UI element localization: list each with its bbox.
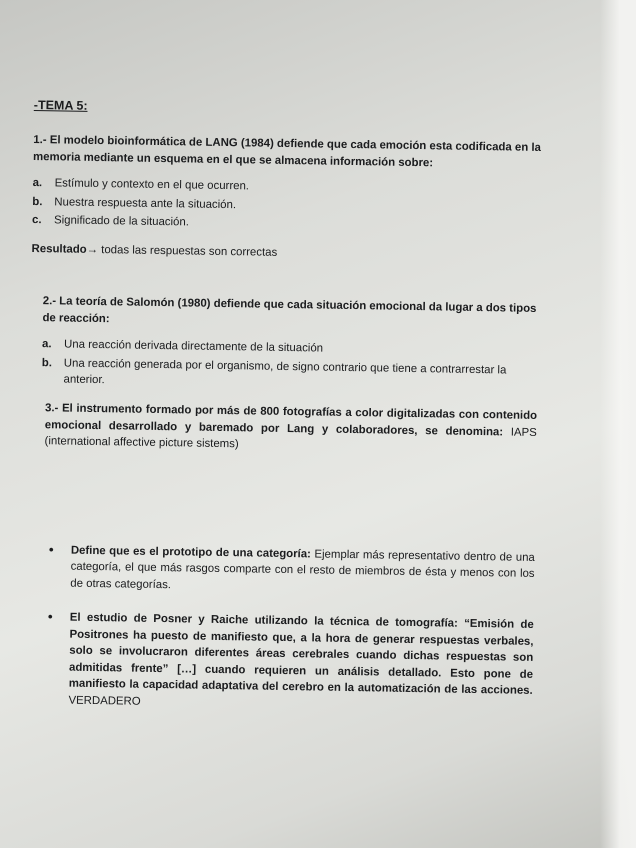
bullet-text <box>68 610 534 716</box>
bullet-dot-icon: • <box>47 608 53 625</box>
bullet-plain-text: Ejemplar más representativo dentro de una categoría, el que más rasgos comparte con el resto de miembros de ésta y menos con los de otras categorías. <box>70 548 535 591</box>
question-2-options <box>41 337 538 396</box>
option-label: b. <box>32 195 43 208</box>
question-3-statement: 3.- El instrumento formado por más de 800 fotografías a color digitalizadas con contenido emocional desarrollado y baremado por Lang y colaboradores, se denomina: <box>44 402 538 438</box>
question-1 <box>31 132 541 265</box>
option-text: Significado de la situación. <box>53 214 189 229</box>
question-3-answer: IAPS (international affective picture sistems) <box>44 426 537 451</box>
question-2-text: 2.- La teoría de Salomón (1980) defiende que cada situación emocional da lugar a dos tipos de reacción: <box>42 295 537 326</box>
arrow-icon: → <box>86 243 99 256</box>
question-3 <box>44 400 537 457</box>
result-label: Resultado <box>31 242 87 256</box>
result-text: todas las respuestas son correctas <box>101 243 278 259</box>
bullet-item <box>48 542 535 599</box>
bullet-bold-text: El estudio de Posner y Raiche utilizando la técnica de tomografía: “Emisión de Positrones ha puesto de manifiesto que, a la hora de generar respuestas verbales, solo se involucraron diferentes áreas cerebrales cuando dichas respuestas son admitidas frente” […] cuando requieren un análisis detallado. Esto pone de manifiesto la capacidad adaptativa del cerebro en la automatización de las acciones. <box>68 611 534 698</box>
question-1-text: 1.- El modelo bioinformática de LANG (1984) defiende que cada emoción esta codificada en la memoria mediante un esquema en el que se almacena información sobre: <box>32 134 541 169</box>
bullet-plain-text: VERDADERO <box>68 694 141 708</box>
paper-edge-shadow <box>600 0 636 848</box>
option-label: c. <box>31 214 42 227</box>
option-text: Una reacción derivada directamente de la situación <box>64 338 324 355</box>
bullet-bold-text: Define que es el prototipo de una categoría: <box>70 544 311 560</box>
option-label: a. <box>32 177 43 190</box>
question-3-text <box>44 400 537 457</box>
bullet-item <box>46 609 533 716</box>
question-1-result <box>31 241 539 266</box>
option-text: Estímulo y contexto en el que ocurren. <box>54 177 250 193</box>
bullet-text <box>70 542 535 599</box>
question-1-options <box>32 175 541 237</box>
option-label: a. <box>42 338 52 351</box>
option-text: Una reacción generada por el organismo, de signo contrario que tiene a contrarrestar la anterior. <box>63 357 507 387</box>
question-2 <box>41 293 538 395</box>
bullet-list <box>46 542 535 716</box>
option-text: Nuestra respuesta ante la situación. <box>54 196 237 211</box>
section-heading: -TEMA 5: <box>33 97 88 113</box>
document-content <box>24 96 542 734</box>
bullet-dot-icon: • <box>48 540 54 557</box>
option-item <box>41 355 537 396</box>
option-label: b. <box>41 357 53 370</box>
